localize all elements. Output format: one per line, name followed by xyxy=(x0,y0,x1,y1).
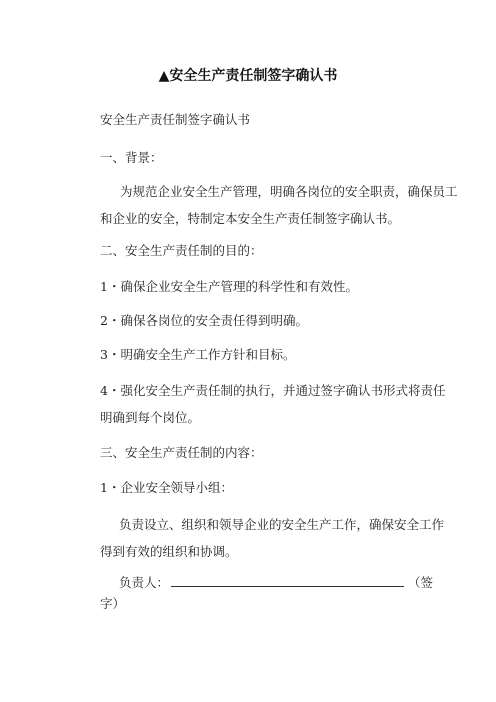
purpose-item-4-line-1: 4・强化安全生产责任制的执行，并通过签字确认书形式将责任 xyxy=(100,383,446,398)
content-item-1: 1・企业安全领导小组： xyxy=(100,480,233,495)
signature-suffix: （签 xyxy=(408,575,434,590)
document-title: ▲安全生产责任制签字确认书 xyxy=(158,68,338,84)
purpose-item-4-line-2: 明确到每个岗位。 xyxy=(100,410,201,425)
signature-label: 负责人： xyxy=(119,575,170,590)
section-heading-purpose: 二、安全生产责任制的目的： xyxy=(100,243,263,258)
content-item-1-description xyxy=(100,511,460,565)
document-subtitle: 安全生产责任制签字确认书 xyxy=(100,112,251,127)
purpose-item-1: 1・确保企业安全生产管理的科学性和有效性。 xyxy=(100,279,358,294)
background-paragraph xyxy=(100,178,460,232)
content-item-1-desc-line-2: 得到有效的组织和协调。 xyxy=(100,544,238,559)
signature-line[interactable] xyxy=(171,573,404,587)
section-heading-background: 一、背景： xyxy=(100,150,163,165)
purpose-item-2: 2・确保各岗位的安全责任得到明确。 xyxy=(100,313,308,328)
background-line-2: 和企业的安全，特制定本安全生产责任制签字确认书。 xyxy=(100,211,401,226)
purpose-item-3: 3・明确安全生产工作方针和目标。 xyxy=(100,347,296,362)
background-line-1: 为规范企业安全生产管理，明确各岗位的安全职责，确保员工 xyxy=(120,184,458,199)
content-item-1-desc-line-1: 负责设立、组织和领导企业的安全生产工作，确保安全工作 xyxy=(119,517,445,532)
purpose-item-4 xyxy=(100,377,460,431)
signature-row xyxy=(119,573,433,591)
section-heading-content: 三、安全生产责任制的内容： xyxy=(100,445,263,460)
signature-suffix-continued: 字） xyxy=(100,596,126,611)
